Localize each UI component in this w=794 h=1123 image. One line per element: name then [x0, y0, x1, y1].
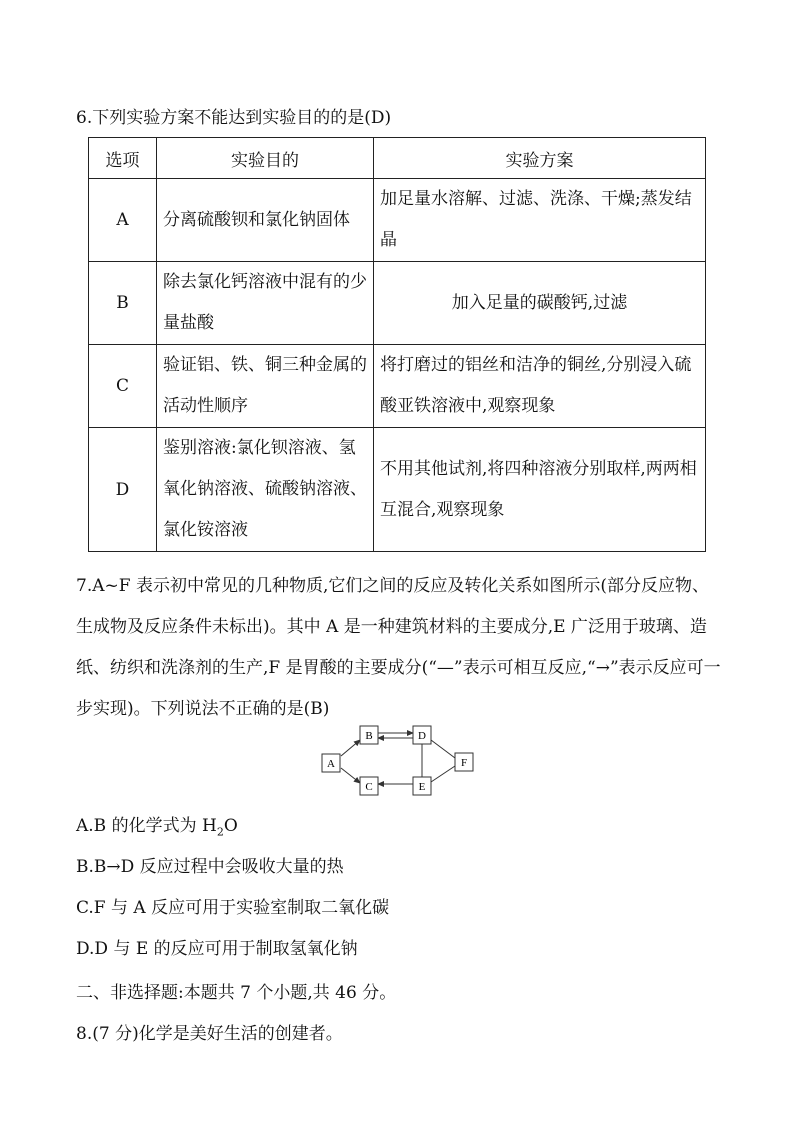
node-a-label: A — [327, 758, 335, 770]
row-option: B — [89, 262, 157, 345]
edge-d-f — [431, 740, 455, 758]
row-plan: 将打磨过的铝丝和洁净的铜丝,分别浸入硫酸亚铁溶液中,观察现象 — [374, 345, 706, 428]
node-c-label: C — [365, 781, 373, 793]
table-row — [89, 345, 706, 428]
row-purpose: 除去氯化钙溶液中混有的少量盐酸 — [157, 262, 374, 345]
node-f-label: F — [460, 757, 468, 769]
edge-e-f — [431, 766, 455, 782]
experiment-table — [88, 137, 706, 552]
table-row — [89, 179, 706, 262]
node-e-label: E — [418, 781, 426, 793]
header-purpose: 实验目的 — [157, 138, 374, 179]
row-purpose: 鉴别溶液:氯化钡溶液、氢氧化钠溶液、硫酸钠溶液、氯化铵溶液 — [157, 428, 374, 552]
q7-option-a-suffix: O — [223, 816, 238, 836]
question-8-stem: 8.(7 分)化学是美好生活的创建者。 — [76, 1024, 343, 1044]
q7-option-a-prefix: A.B 的化学式为 H — [76, 816, 217, 836]
edge-a-c — [341, 768, 360, 783]
q7-option-d: D.D 与 E 的反应可用于制取氢氧化钠 — [76, 939, 358, 959]
edge-a-b — [341, 740, 360, 756]
row-purpose: 分离硫酸钡和氯化钠固体 — [157, 179, 374, 262]
table-row — [89, 428, 706, 552]
row-option: D — [89, 428, 157, 552]
question-7-stem: 7.A~F 表示初中常见的几种物质,它们之间的反应及转化关系如图所示(部分反应物、生成物及反应条件未标出)。其中 A 是一种建筑材料的主要成分,E 广泛用于玻璃、造纸、纺织和洗涤剂的生产,F 是胃酸的主要成分(“—”表示可相互反应,“→”表示反应可一步实现)。下列说法不正确的是(B) — [76, 576, 721, 719]
q7-option-c: C.F 与 A 反应可用于实验室制取二氧化碳 — [76, 898, 390, 918]
question-6-stem: 6.下列实验方案不能达到实验目的的是(D) — [76, 108, 392, 128]
row-plan: 加入足量的碳酸钙,过滤 — [374, 262, 706, 345]
row-plan: 加足量水溶解、过滤、洗涤、干燥;蒸发结晶 — [374, 179, 706, 262]
reaction-diagram — [318, 724, 480, 800]
row-option: C — [89, 345, 157, 428]
q7-option-b: B.B→D 反应过程中会吸收大量的热 — [76, 857, 344, 877]
node-d-label: D — [418, 730, 426, 742]
table-header-row — [89, 138, 706, 179]
q7-option-a — [76, 814, 238, 844]
row-option: A — [89, 179, 157, 262]
node-b-label: B — [365, 730, 373, 742]
table-row — [89, 262, 706, 345]
row-purpose: 验证铝、铁、铜三种金属的活动性顺序 — [157, 345, 374, 428]
header-plan: 实验方案 — [374, 138, 706, 179]
header-option: 选项 — [89, 138, 157, 179]
row-plan: 不用其他试剂,将四种溶液分别取样,两两相互混合,观察现象 — [374, 428, 706, 552]
q7-option-a-subscript: 2 — [216, 825, 224, 839]
section-2-heading: 二、非选择题:本题共 7 个小题,共 46 分。 — [76, 983, 397, 1003]
